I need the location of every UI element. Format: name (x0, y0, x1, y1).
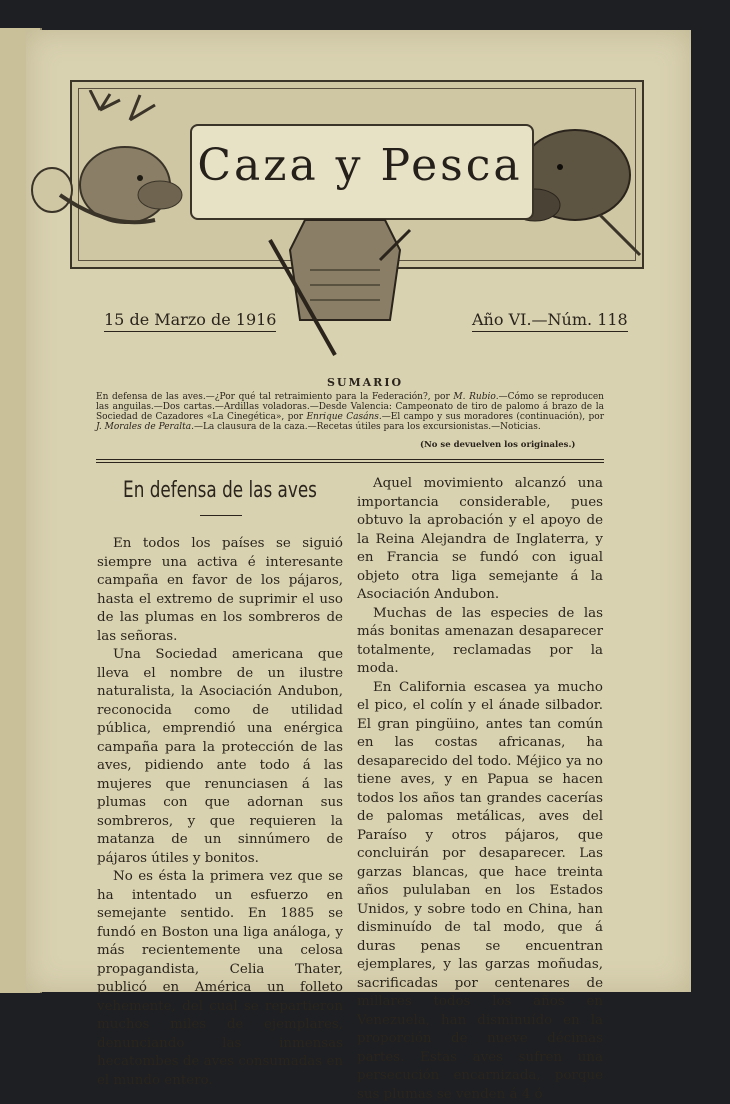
article-left-column (97, 535, 343, 1090)
paragraph: Aquel movimiento alcanzó una importancia considerable, pues obtuvo la aprobación y el apoyo de la Reina Alejandra de Inglaterra, y en Francia se fundó con igual objeto otra liga semejante á la Asociación Andubon. (357, 475, 603, 605)
divider-bottom (96, 462, 604, 463)
paragraph: En California escasea ya mucho el pico, el colín y el ánade silbador. El gran pingüino, antes tan común en las costas africanas, ha desaparecido del todo. Méjico ya no tiene aves, y en Papua se hacen todos los años tan grandes cacerías de palomas metálicas, aves del Paraíso y otros pájaros, que concluirán por desaparecer. Las garzas blancas, que hace treinta años pululaban en los Estados Unidos, y sobre todo en China, han disminuído de tal modo, que á duras penas se encuentran ejemplares, y las garzas moñudas, sacrificadas por centenares de millares todos los años en Venezuela, han disminuído en la proporción de nueve décimas partes. Estas aves sufren una persecución encarnizada, porque sus plumas se venden á 4 ó (357, 679, 603, 1104)
paragraph: No es ésta la primera vez que se ha intentado un esfuerzo en semejante sentido. En 1885 se fundó en Boston una liga análoga, y más recientemente una celosa propagandista, Celia Thater, publicó en América un folleto vehemente, del cual se repartieron muchos miles de ejemplares, denunciando las inmensas hecatombes de aves consumadas en el mundo entero. (97, 868, 343, 1090)
paragraph: En todos los países se siguió siempre una activa é interesante campaña en favor de los pájaros, hasta el extremo de suprimir el uso de las plumas en los sombreros de las señoras. (97, 535, 343, 646)
title-underline (200, 515, 242, 516)
sumario-heading: SUMARIO (0, 376, 730, 389)
article-title: En defensa de las aves (115, 478, 324, 503)
paragraph: Una Sociedad americana que lleva el nombre de un ilustre naturalista, la Asociación Andubon, reconocida como de utilidad pública, emprendió una enérgica campaña para la protección de las aves, pidiendo ante todo á las mujeres que renunciasen á las plumas con que adornan sus sombreros, y que requieren la matanza de un sinnúmero de pájaros útiles y bonitos. (97, 646, 343, 868)
paragraph: Muchas de las especies de las más bonitas amenazan desaparecer totalmente, reclamadas por la moda. (357, 605, 603, 679)
issue-number: Año VI.—Núm. 118 (472, 310, 628, 332)
page-title: Caza y Pesca (190, 140, 530, 191)
issue-date: 15 de Marzo de 1916 (104, 310, 276, 332)
sumario-text: En defensa de las aves.—¿Por qué tal retraimiento para la Federación?, por M. Rubio.—Cómo se reproducen las anguilas.—Dos cartas.—Ardillas voladoras.—Desde Valencia: Campeonato de tiro de palomo á brazo de la Sociedad de Cazadores «La Cinegética», por Enrique Casáns.—El campo y sus moradores (continuación), por J. Morales de Peralta.—La clausura de la caza.—Recetas útiles para los excursionistas.—Noticias. (96, 392, 604, 432)
article-right-column (357, 475, 603, 1104)
cartridge-vest-illustration (250, 210, 440, 360)
divider-top (96, 459, 604, 460)
originals-note: (No se devuelven los originales.) (420, 440, 575, 450)
hunting-horn-illustration (30, 160, 160, 240)
